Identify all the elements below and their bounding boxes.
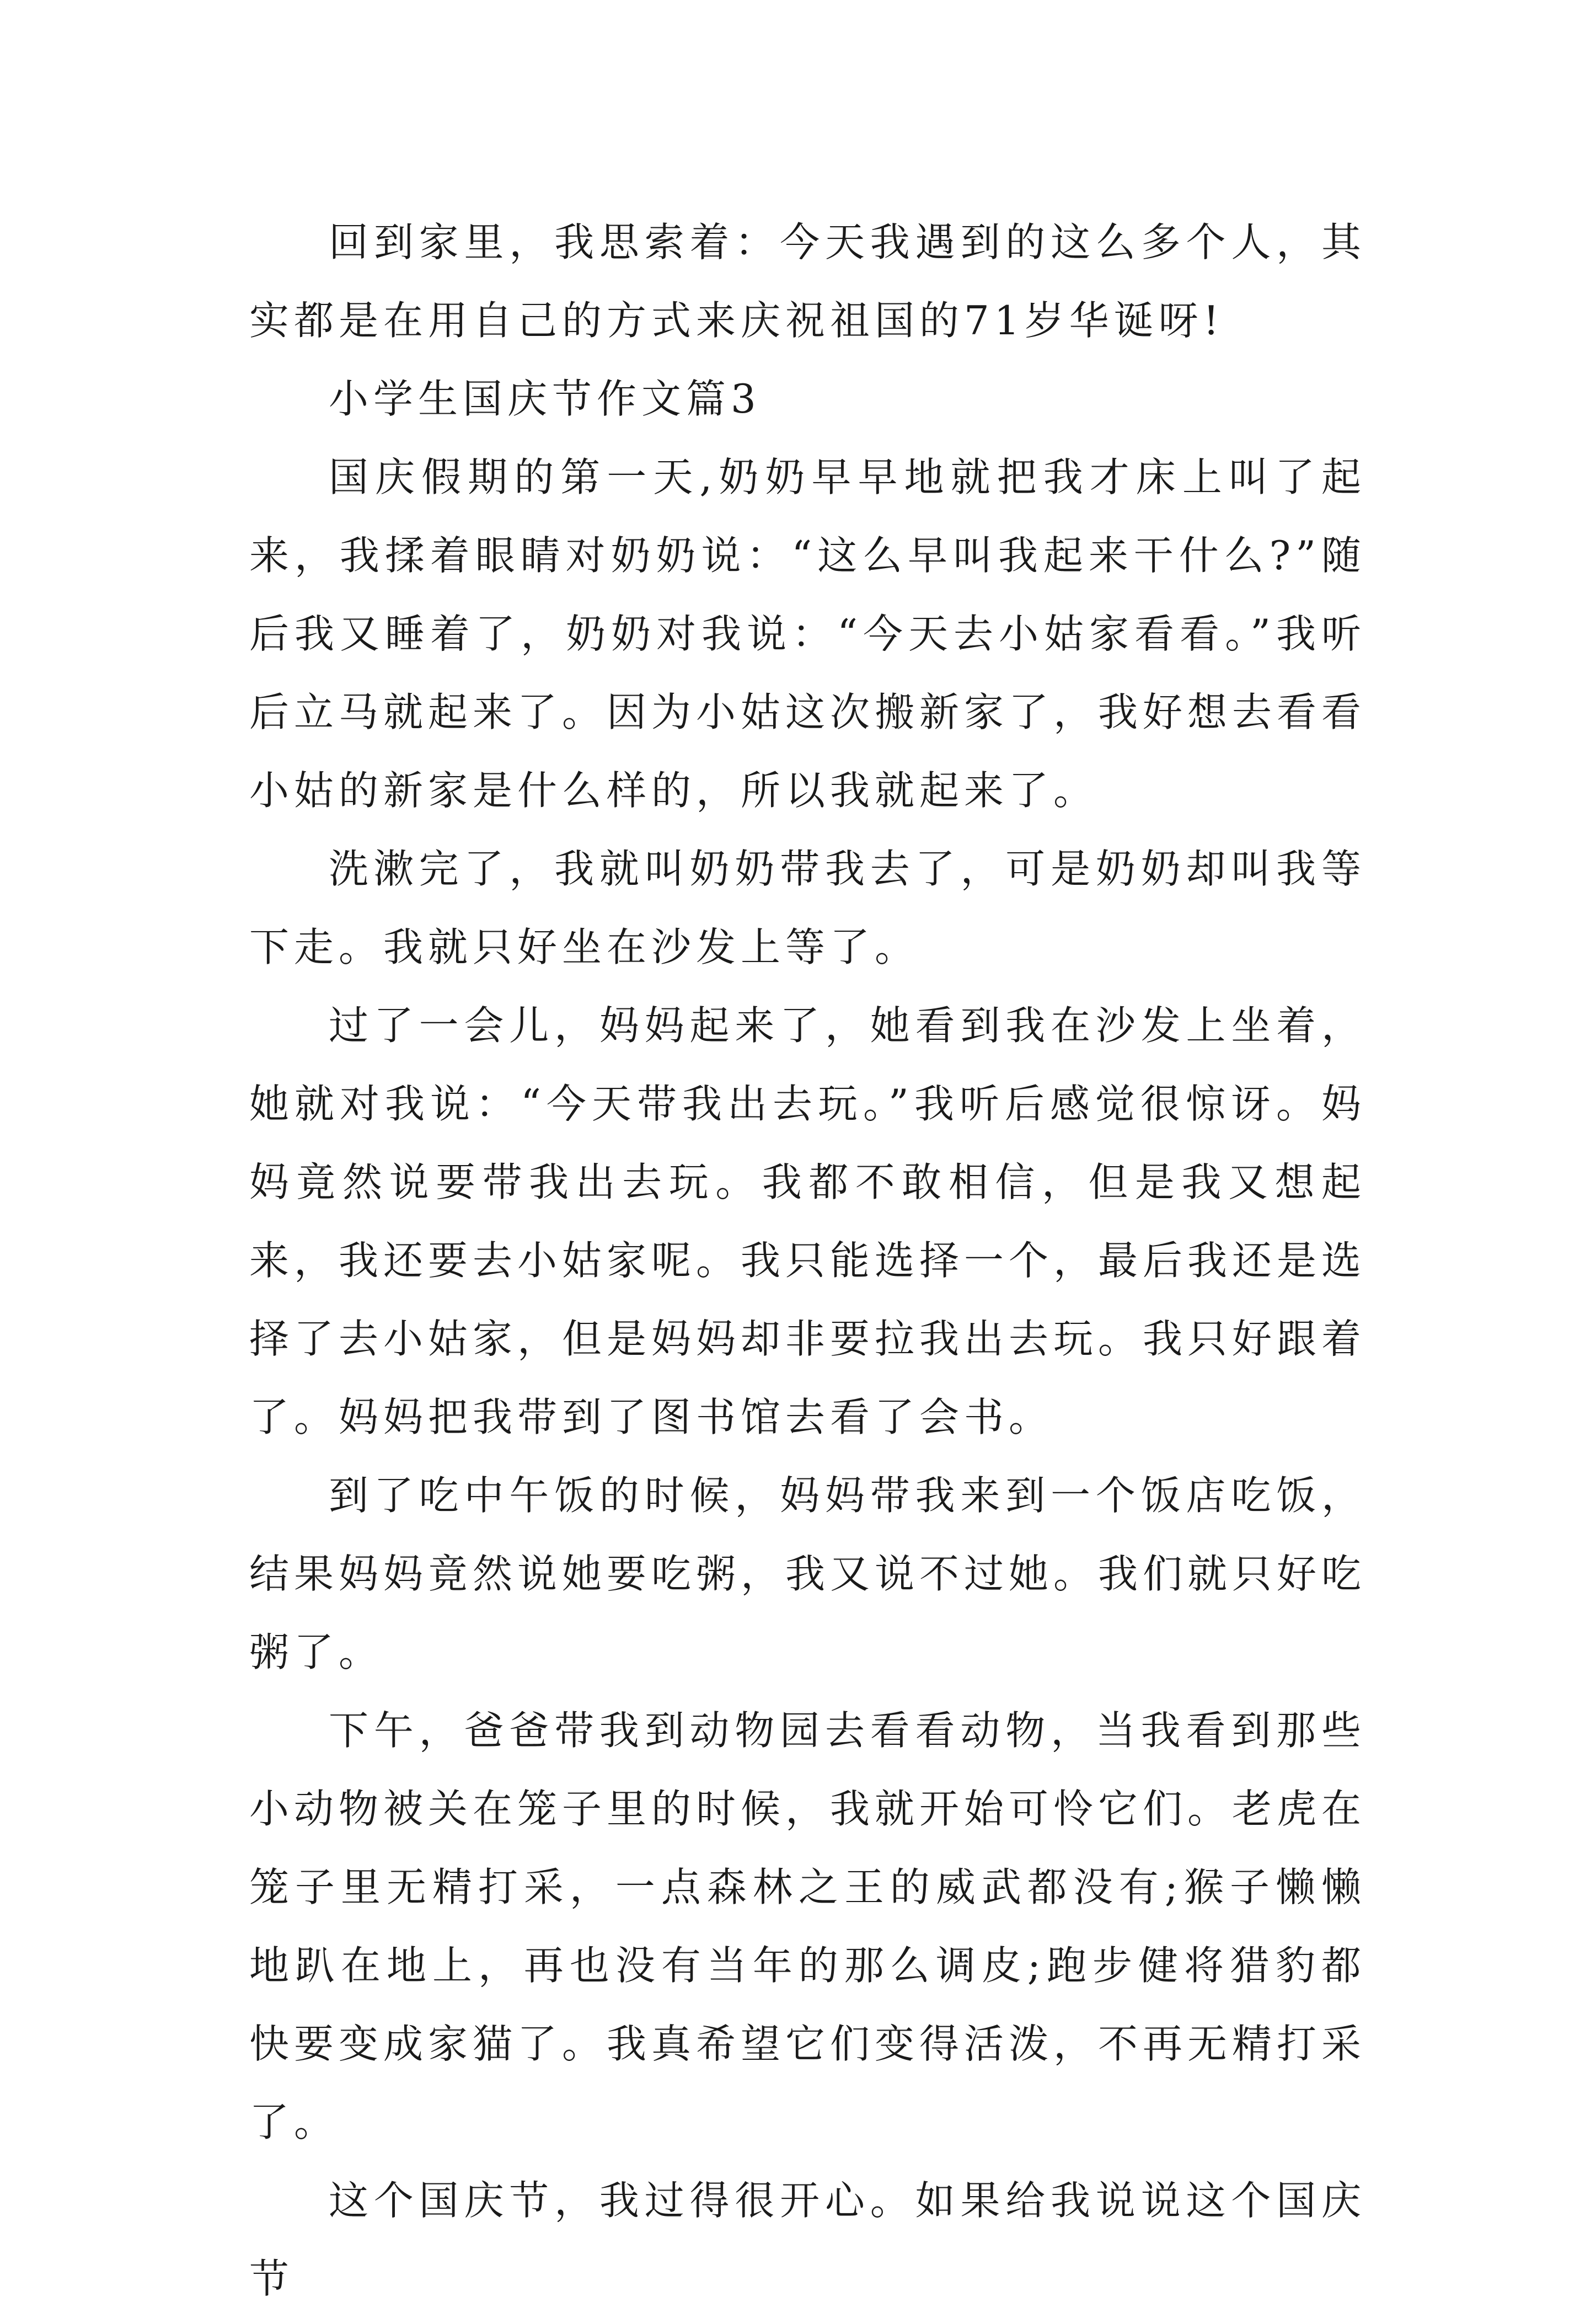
paragraph: 回到家里，我思索着：今天我遇到的这么多个人，其实都是在用自己的方式来庆祝祖国的71岁华诞呀! [249, 219, 1366, 344]
document-body [249, 203, 1366, 2318]
paragraph: 国庆假期的第一天,奶奶早早地就把我才床上叫了起来，我揉着眼睛对奶奶说：“这么早叫我起来干什么?”随后我又睡着了，奶奶对我说：“今天去小姑家看看。”我听后立马就起来了。因为小姑这次搬新家了，我好想去看看小姑的新家是什么样的，所以我就起来了。 [249, 454, 1367, 814]
paragraph: 到了吃中午饭的时候，妈妈带我来到一个饭店吃饭，结果妈妈竟然说她要吃粥，我又说不过她。我们就只好吃粥了。 [249, 1472, 1367, 1675]
paragraph: 过了一会儿，妈妈起来了，她看到我在沙发上坐着，她就对我说：“今天带我出去玩。”我听后感觉很惊讶。妈妈竟然说要带我出去玩。我都不敢相信，但是我又想起来，我还要去小姑家呢。我只能选择一个，最后我还是选择了去小姑家，但是妈妈却非要拉我出去玩。我只好跟着了。妈妈把我带到了图书馆去看了会书。 [249, 1002, 1367, 1440]
paragraph: 这个国庆节，我过得很开心。如果给我说说这个国庆节 [249, 2177, 1366, 2302]
section-heading: 小学生国庆节作文篇3 [329, 376, 761, 422]
paragraph: 洗漱完了，我就叫奶奶带我去了，可是奶奶却叫我等下走。我就只好坐在沙发上等了。 [249, 846, 1366, 970]
paragraph: 下午，爸爸带我到动物园去看看动物，当我看到那些小动物被关在笼子里的时候，我就开始可怜它们。老虎在笼子里无精打采，一点森林之王的威武都没有;猴子懒懒地趴在地上，再也没有当年的那么调皮;跑步健将猎豹都快要变成家猫了。我真希望它们变得活泼，不再无精打采了。 [249, 1707, 1367, 2145]
